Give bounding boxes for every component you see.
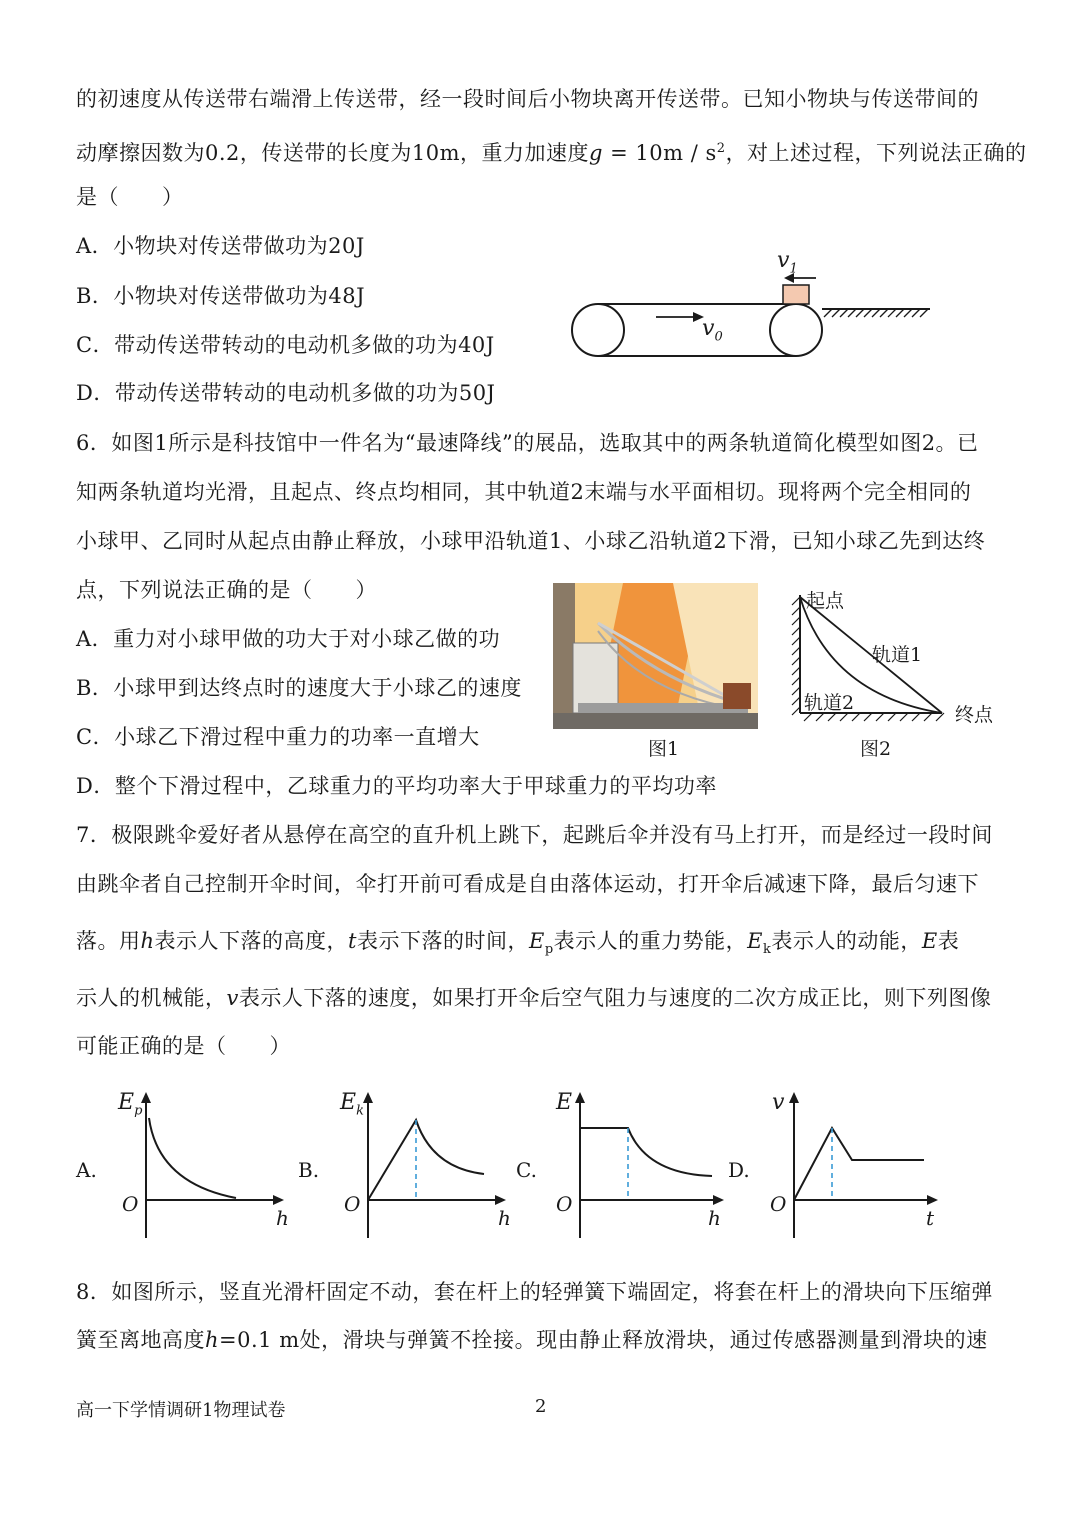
graph-a-curve [149, 1118, 236, 1198]
graph-c-option: C. [516, 1158, 537, 1182]
q6-line-2: 知两条轨道均光滑，且起点、终点均相同，其中轨道2末端与水平面相切。现将两个完全相同的 [76, 480, 972, 504]
v1-symbol: v [777, 248, 790, 273]
graph-d [766, 1088, 946, 1248]
graph-b-x-arrow [495, 1195, 506, 1205]
graph-b-y-arrow [363, 1092, 373, 1103]
graph-d-x-arrow [927, 1195, 938, 1205]
q5-line-2 [76, 134, 1027, 168]
graph-d-xlabel: t [926, 1206, 935, 1230]
q8-line-1: 8．如图所示，竖直光滑杆固定不动，套在杆上的轻弹簧下端固定，将套在杆上的滑块向下压缩弹 [76, 1280, 993, 1304]
graph-d-ylabel-text: v [772, 1090, 785, 1115]
graph-c-xlabel: h [708, 1206, 721, 1230]
graph-d-ylabel [772, 1090, 784, 1118]
q5-option-a: A．小物块对传送带做功为20J [76, 234, 365, 258]
q7-l3-text-1: 表示人下落的高度， [154, 929, 349, 953]
graph-a [118, 1088, 288, 1248]
q7-v-symbol: v [226, 986, 239, 1010]
fig1-caption: 图1 [648, 738, 680, 760]
q7-line-5: 可能正确的是（ ） [76, 1034, 291, 1058]
graph-b-ylabel-text: E [340, 1090, 357, 1115]
graph-c-y-arrow [575, 1092, 585, 1103]
q7-ek-symbol: E [747, 929, 763, 953]
page-number: 2 [535, 1396, 547, 1417]
conveyor-belt-figure [560, 245, 940, 365]
q7-ek-subscript: k [763, 942, 772, 958]
graph-b-ylabel [340, 1090, 364, 1118]
q7-line-3 [76, 926, 959, 965]
graph-c-ylabel-text: E [556, 1090, 573, 1115]
graph-a-x-arrow [273, 1195, 284, 1205]
q7-line-1: 7．极限跳伞爱好者从悬停在高空的直升机上跳下，起跳后伞并没有马上打开，而是经过一段时间 [76, 823, 993, 847]
q5-option-c: C．带动传送带转动的电动机多做的功为40J [76, 333, 495, 357]
graph-d-curve [794, 1128, 924, 1200]
graph-a-option: A. [76, 1158, 97, 1182]
v1-subscript: 1 [789, 261, 798, 277]
end-label: 终点 [955, 704, 994, 726]
q7-l4-text-1: 表示人下落的速度，如果打开伞后空气阻力与速度的二次方成正比，则下列图像 [238, 986, 992, 1010]
graph-a-y-arrow [141, 1092, 151, 1103]
q5-line-2-text-a: 动摩擦因数为0.2，传送带的长度为10m，重力加速度 [76, 141, 590, 165]
q8-line-2 [76, 1325, 988, 1355]
q5-option-d: D．带动传送带转动的电动机多做的功为50J [76, 381, 496, 405]
graph-b-origin: O [344, 1192, 361, 1216]
q7-line-2: 由跳伞者自己控制开伞时间，伞打开前可看成是自由落体运动，打开伞后减速下降，最后匀速下 [76, 872, 979, 896]
q5-exponent: 2 [716, 141, 726, 156]
graph-d-origin: O [770, 1192, 787, 1216]
q8-h-symbol: h [205, 1328, 220, 1352]
graph-c-origin: O [556, 1192, 573, 1216]
q7-l3-text-3: 表示人的重力势能， [553, 929, 748, 953]
left-pulley [572, 304, 624, 356]
ground-hatching [824, 309, 928, 317]
graph-b-option: B. [298, 1158, 320, 1182]
q5-line-2-text-b: = 10m / s [602, 141, 717, 165]
footer-title: 高一下学情调研1物理试卷 [76, 1400, 286, 1421]
graph-d-y-arrow [789, 1092, 799, 1103]
wall-hatching [792, 597, 800, 715]
q6-option-c: C．小球乙下滑过程中重力的功率一直增大 [76, 725, 480, 749]
v1-label [777, 248, 798, 276]
exhibit-photo-illustration [553, 583, 758, 729]
q7-l3-text-5: 表 [937, 929, 960, 953]
q7-line-4 [76, 983, 991, 1013]
q8-line-2-text-b: =0.1 m处，滑块与弹簧不拴接。现由静止释放滑块，通过传感器测量到滑块的速 [219, 1328, 988, 1352]
graph-a-ylabel-sub: p [134, 1103, 143, 1119]
track2-label: 轨道2 [804, 692, 855, 714]
q6-line-1: 6．如图1所示是科技馆中一件名为“最速降线”的展品，选取其中的两条轨道简化模型如图2。已 [76, 431, 979, 455]
q7-e-symbol: E [921, 929, 938, 953]
right-pulley [770, 304, 822, 356]
graph-d-option: D. [728, 1158, 750, 1182]
q5-option-b: B．小物块对传送带做功为48J [76, 284, 366, 308]
q7-l3-text-0: 落。用 [76, 929, 141, 953]
graph-c-curve [580, 1128, 712, 1176]
q6-line-3: 小球甲、乙同时从起点由静止释放，小球甲沿轨道1、小球乙沿轨道2下滑，已知小球乙先到达终 [76, 529, 986, 553]
q7-h-symbol: h [140, 929, 155, 953]
track1-label: 轨道1 [872, 644, 923, 666]
q5-line-1: 的初速度从传送带右端滑上传送带，经一段时间后小物块离开传送带。已知小物块与传送带间的 [76, 87, 979, 111]
graph-c-x-arrow [713, 1195, 724, 1205]
q5-g-symbol: g [589, 141, 603, 165]
graph-a-ylabel [118, 1090, 142, 1118]
graph-b-xlabel: h [498, 1206, 511, 1230]
q7-l3-text-4: 表示人的动能， [771, 929, 922, 953]
graph-a-ylabel-text: E [118, 1090, 135, 1115]
q5-line-2-text-c: ，对上述过程，下列说法正确的 [725, 141, 1027, 165]
exhibit-photo [553, 583, 758, 729]
graph-a-xlabel: h [276, 1206, 289, 1230]
graph-c [552, 1088, 730, 1248]
q7-ep-symbol: E [528, 929, 545, 953]
q6-line-4: 点，下列说法正确的是（ ） [76, 578, 377, 602]
graph-b-ylabel-sub: k [356, 1103, 364, 1119]
v0-subscript: 0 [714, 329, 723, 345]
q7-t-symbol: t [348, 929, 357, 953]
q8-line-2-text-a: 簧至离地高度 [76, 1328, 205, 1352]
q7-l4-text-0: 示人的机械能， [76, 986, 227, 1010]
small-block [783, 285, 809, 304]
q7-ep-subscript: p [544, 942, 554, 958]
q6-option-b: B．小球甲到达终点时的速度大于小球乙的速度 [76, 676, 522, 700]
graph-b-curve [368, 1120, 484, 1200]
graph-c-ylabel [556, 1090, 572, 1118]
q7-l3-text-2: 表示下落的时间， [356, 929, 529, 953]
v0-label [702, 316, 723, 344]
graph-a-origin: O [122, 1192, 139, 1216]
q6-option-a: A．重力对小球甲做的功大于对小球乙做的功 [76, 627, 501, 651]
q6-option-d: D．整个下滑过程中，乙球重力的平均功率大于甲球重力的平均功率 [76, 774, 717, 798]
fig2-caption: 图2 [860, 738, 892, 760]
start-label: 起点 [806, 590, 845, 612]
graph-b [340, 1088, 510, 1248]
q5-line-3: 是（ ） [76, 185, 184, 209]
v0-symbol: v [702, 316, 715, 341]
